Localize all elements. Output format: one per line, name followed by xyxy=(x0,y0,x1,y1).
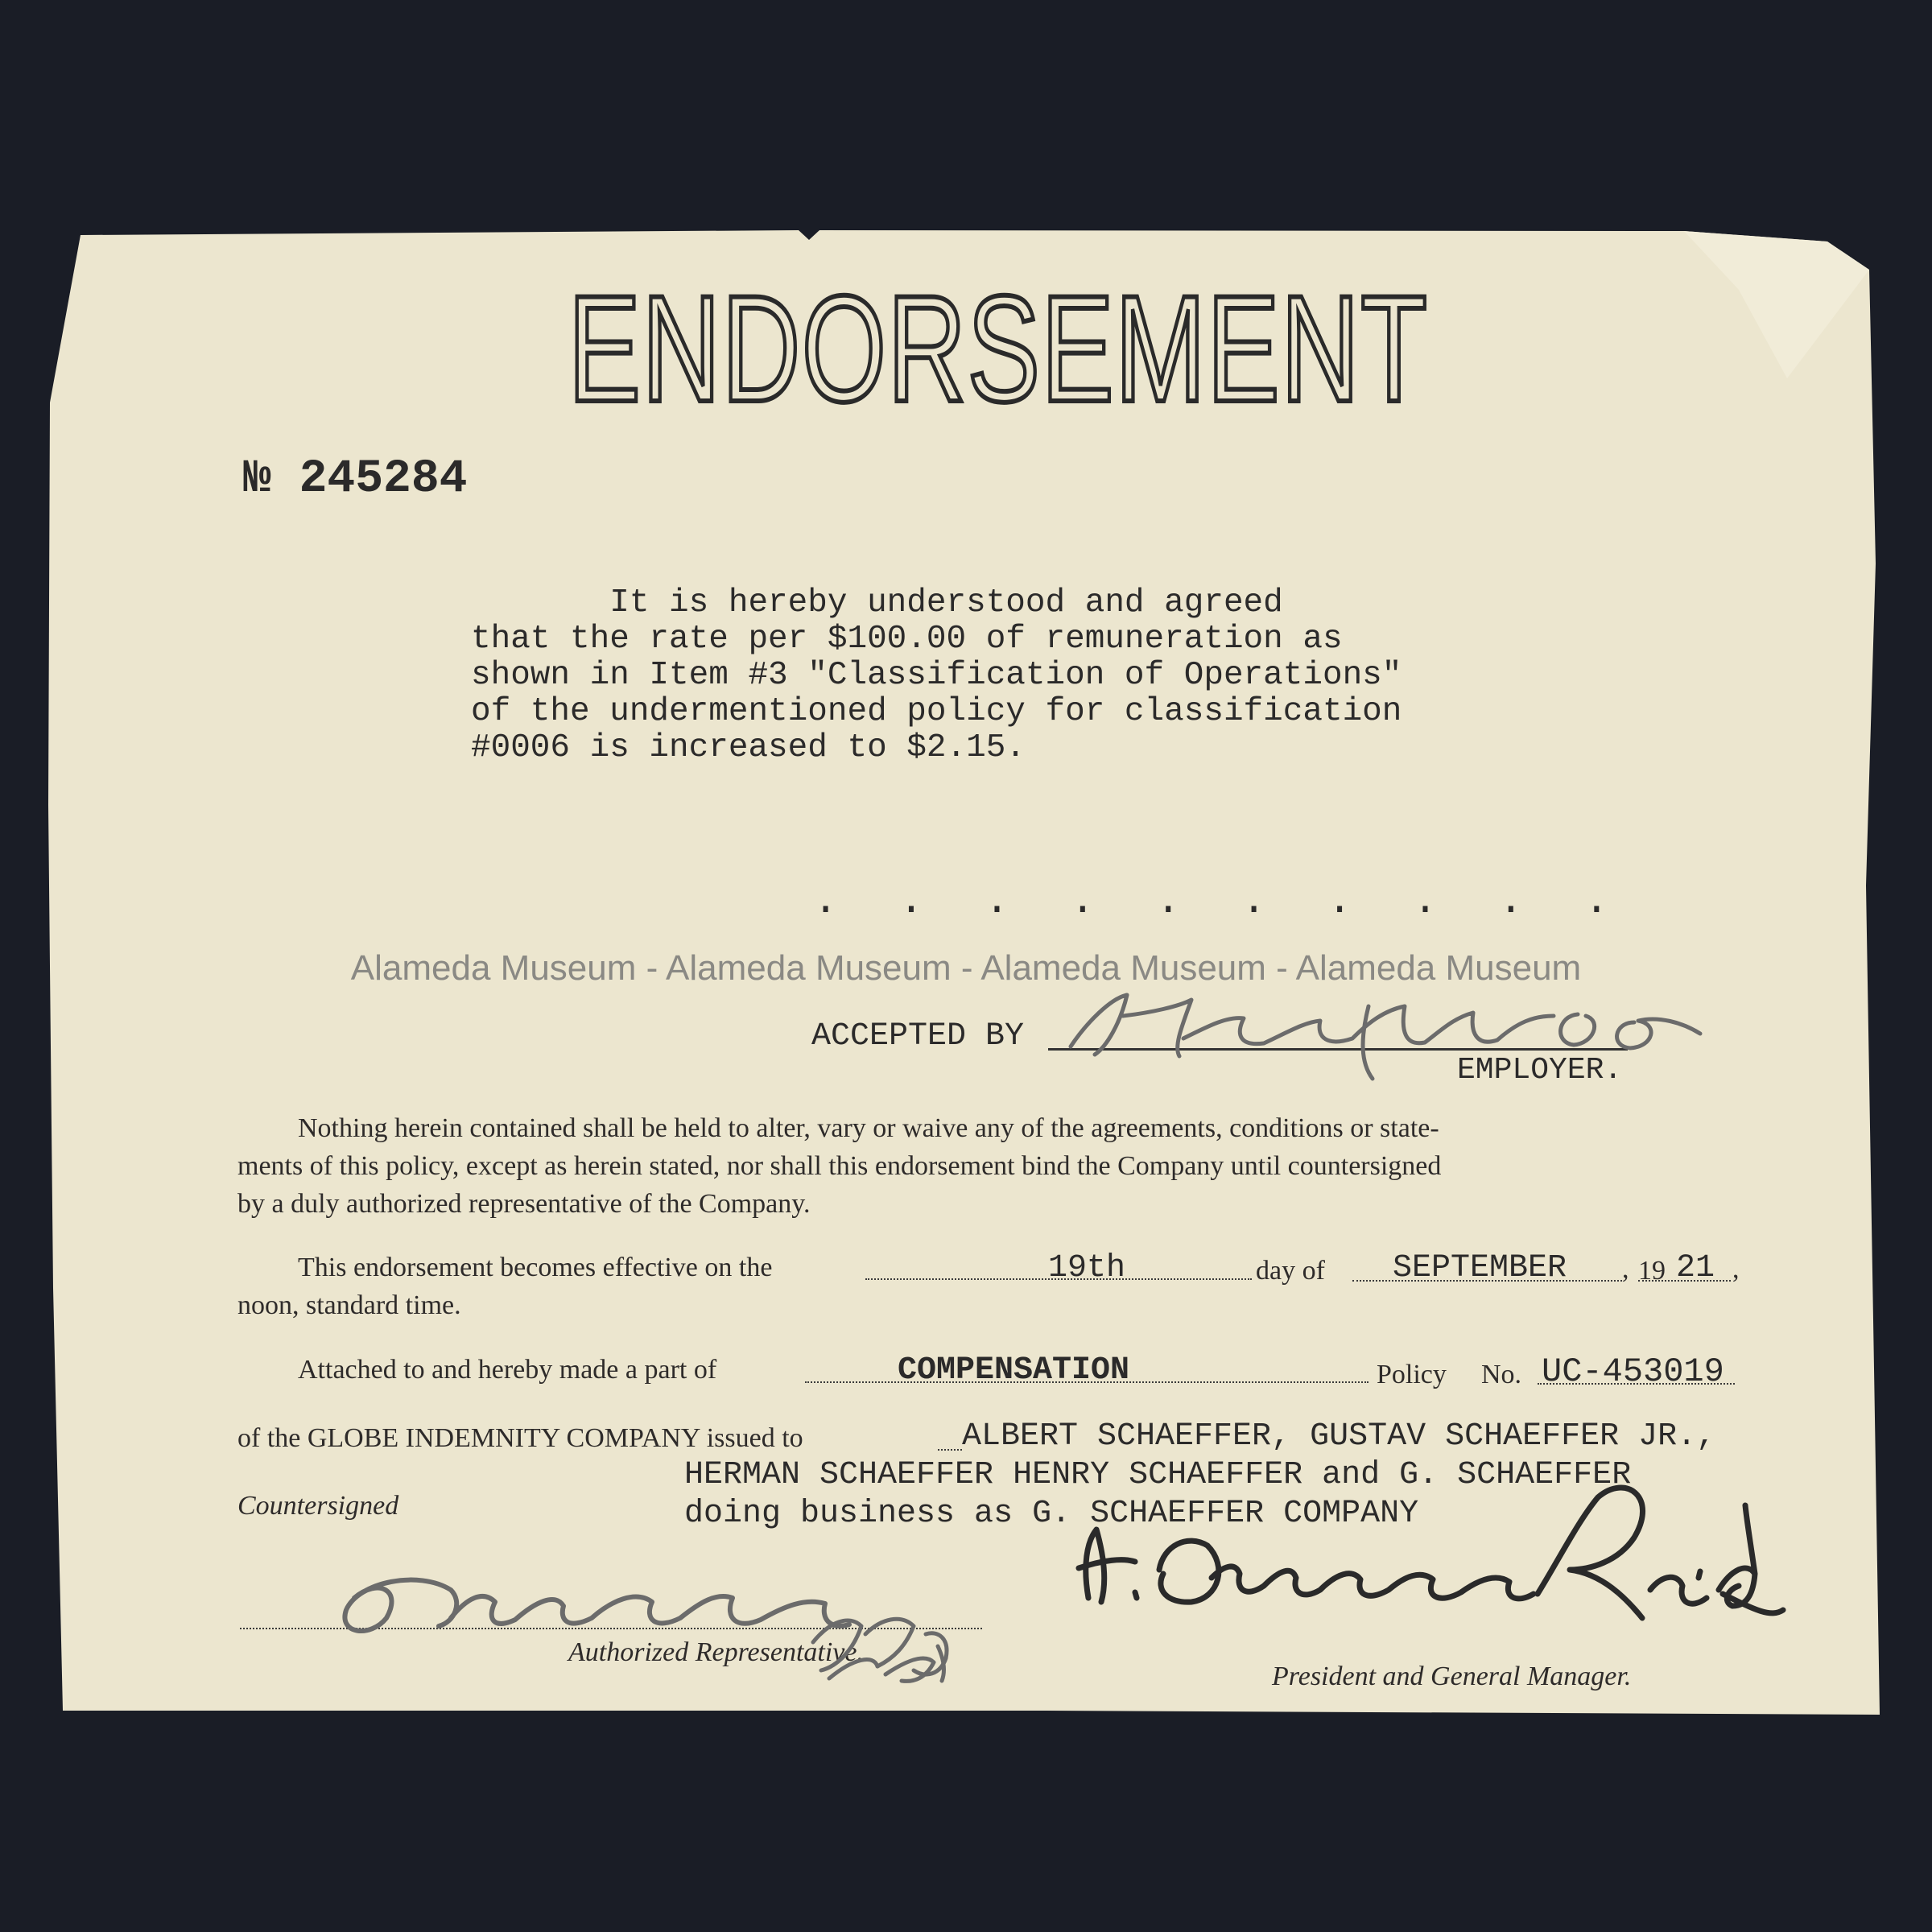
effective-prefix: This endorsement becomes effective on the xyxy=(298,1253,773,1282)
disclaimer-line: ments of this policy, except as herein stated, nor shall this endorsement bind the Company until countersigned xyxy=(237,1151,1442,1181)
insured-line-1: ALBERT SCHAEFFER, GUSTAV SCHAEFFER JR., xyxy=(962,1418,1716,1455)
body-line: #0006 is increased to $2.15. xyxy=(471,729,1026,766)
year-leader xyxy=(1638,1280,1731,1282)
body-line: shown in Item #3 "Classification of Operations" xyxy=(471,657,1402,694)
body-line: of the undermentioned policy for classification xyxy=(471,693,1402,730)
disclaimer-line: by a duly authorized representative of the Company. xyxy=(237,1189,811,1219)
insured-line-3: doing business as G. SCHAEFFER COMPANY xyxy=(684,1496,1419,1532)
insured-leader xyxy=(938,1449,962,1451)
president-label: President and General Manager. xyxy=(1272,1662,1632,1691)
body-text xyxy=(471,585,1402,766)
insured-line-2: HERMAN SCHAEFFER HENRY SCHAEFFER and G. SCHAEFFER xyxy=(684,1457,1632,1493)
accepted-by-line xyxy=(1048,1048,1628,1051)
body-line: It is hereby understood and agreed xyxy=(471,584,1283,621)
year-punct: , xyxy=(1622,1254,1629,1284)
policy-type: COMPENSATION xyxy=(898,1352,1130,1389)
authorized-rep-label: Authorized Representative. xyxy=(568,1637,864,1667)
body-line: that the rate per $100.00 of remuneration as xyxy=(471,621,1343,658)
year-suffix: 21 xyxy=(1676,1250,1715,1286)
accepted-by-label: ACCEPTED BY xyxy=(811,1018,1025,1055)
employer-label: EMPLOYER. xyxy=(1457,1053,1623,1088)
endorsement-number: № 245284 xyxy=(243,453,468,506)
day-of-label: day of xyxy=(1256,1256,1325,1286)
year-prefix: 19 xyxy=(1638,1256,1666,1286)
effective-day: 19th xyxy=(1048,1250,1126,1286)
disclaimer-line: Nothing herein contained shall be held to alter, vary or waive any of the agreements, conditions or state- xyxy=(298,1113,1439,1143)
policy-label: Policy xyxy=(1377,1360,1447,1389)
document-title: ENDORSEMENT xyxy=(568,264,1429,433)
company-prefix: of the GLOBE INDEMNITY COMPANY issued to xyxy=(237,1423,803,1453)
authorized-rep-line xyxy=(240,1628,982,1629)
policy-no-label: No. xyxy=(1481,1360,1522,1389)
attached-prefix: Attached to and hereby made a part of xyxy=(298,1355,717,1385)
year-comma: , xyxy=(1732,1254,1740,1284)
countersigned-label: Countersigned xyxy=(237,1491,399,1521)
noon-text: noon, standard time. xyxy=(237,1290,461,1320)
policy-number: UC-453019 xyxy=(1542,1352,1724,1391)
policy-number-leader xyxy=(1538,1383,1735,1385)
disclaimer-text xyxy=(237,1109,1441,1223)
museum-watermark: Alameda Museum - Alameda Museum - Alameda Museum - Alameda Museum xyxy=(350,948,1582,988)
effective-month: SEPTEMBER xyxy=(1393,1250,1567,1286)
separator-dots: . . . . . . . . . . xyxy=(813,877,1627,925)
